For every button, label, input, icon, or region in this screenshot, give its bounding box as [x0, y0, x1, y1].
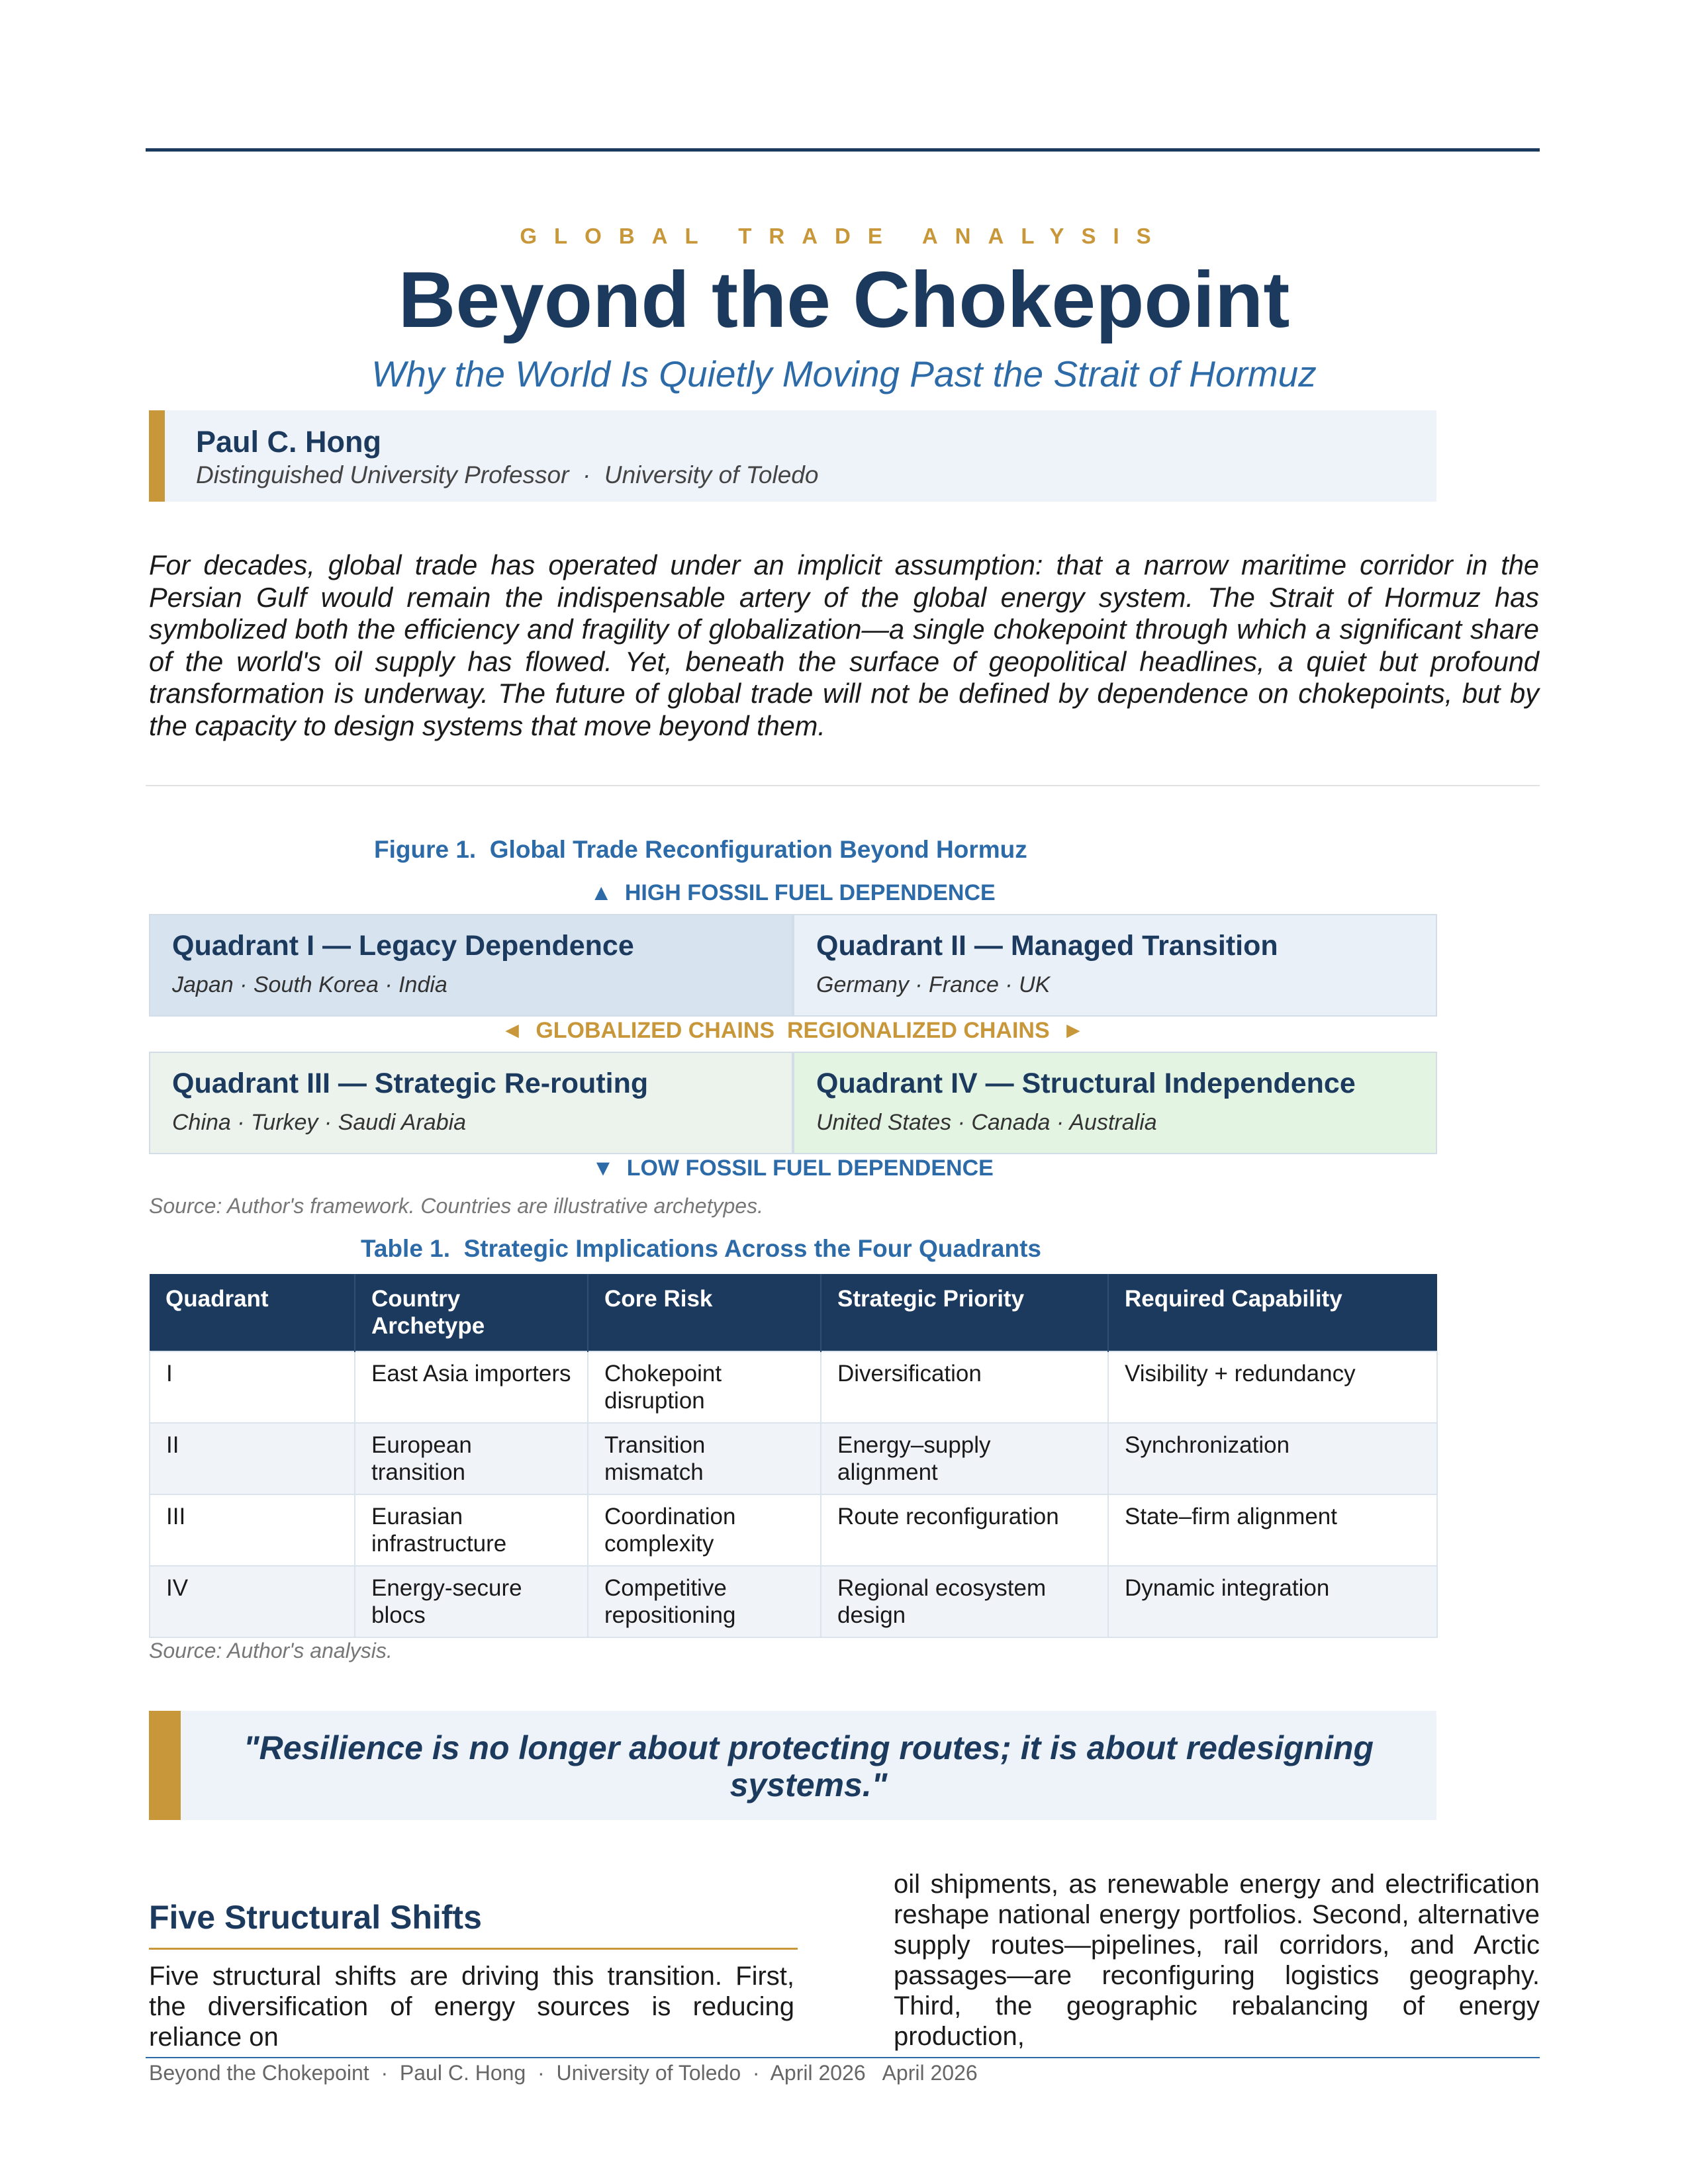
column-header: Strategic Priority [821, 1274, 1108, 1351]
page-title: Beyond the Chokepoint [398, 255, 1290, 344]
section-divider [146, 785, 1540, 786]
footer-doc-title: Beyond the Chokepoint [149, 2061, 369, 2085]
table-row [150, 1494, 1437, 1566]
quadrant-countries: Japan · South Korea · India [172, 972, 447, 997]
page-footer: Beyond the Chokepoint · Paul C. Hong · University of Toledo · April 2026 April 2026 [149, 2061, 978, 2085]
table-cell: Diversification [821, 1351, 1108, 1423]
table-cell: State–firm alignment [1108, 1494, 1437, 1566]
table-cell: Regional ecosystem design [821, 1566, 1108, 1637]
axis-high-label: ▲ HIGH FOSSIL FUEL DEPENDENCE [590, 880, 996, 905]
quadrant-countries: China · Turkey · Saudi Arabia [172, 1110, 467, 1135]
table-cell: Route reconfiguration [821, 1494, 1108, 1566]
quadrant-title: Quadrant IV — Structural Independence [816, 1068, 1356, 1099]
axis-mid-label: ◄ GLOBALIZED CHAINS REGIONALIZED CHAINS ► [500, 1018, 1085, 1043]
quote-accent-bar [149, 1711, 181, 1820]
body-column-left: Five structural shifts are driving this transition. First, the diversification of energy sources is reducing reliance on [149, 1962, 794, 2052]
author-accent-bar [149, 410, 165, 502]
table-cell: Visibility + redundancy [1108, 1351, 1437, 1423]
abstract: For decades, global trade has operated under an implicit assumption: that a narrow maritime corridor in the Persian Gulf would remain the indispensable artery of the global energy system. The Strait of Hormuz has symbolized both the efficiency and fragility of globalization—a single chokepoint through which a significant share of the world's oil supply has flowed. Yet, beneath the surface of geopolitical headlines, a quiet but profound transformation is underway. The future of global trade will not be defined by dependence on chokepoints, but by the capacity to design systems that move beyond them. [149, 549, 1539, 741]
section-heading: Five Structural Shifts [149, 1899, 482, 1936]
table-row [150, 1566, 1437, 1637]
body-column-right: oil shipments, as renewable energy and electrification reshape national energy portfolios. Second, alternative supply routes—pipelines, rail corridors, and Arctic passages—are reconfiguring logistics geography. Third, the geographic rebalancing of energy production, [894, 1870, 1540, 2051]
table-cell: III [150, 1494, 355, 1566]
table-cell: Eurasian infrastructure [355, 1494, 588, 1566]
quadrant-countries: United States · Canada · Australia [816, 1110, 1157, 1135]
quadrant-3 [149, 1052, 793, 1154]
table-cell: II [150, 1423, 355, 1494]
table-cell: Synchronization [1108, 1423, 1437, 1494]
author-affiliation: Distinguished University Professor · University of Toledo [196, 461, 819, 488]
figure-source: Source: Author's framework. Countries are illustrative archetypes. [149, 1194, 763, 1218]
column-header: Core Risk [588, 1274, 821, 1351]
table-cell: Dynamic integration [1108, 1566, 1437, 1637]
table-cell: Transition mismatch [588, 1423, 821, 1494]
table-caption: Table 1. Strategic Implications Across the Four Quadrants [361, 1235, 1042, 1262]
author-name: Paul C. Hong [196, 425, 381, 459]
quadrant-title: Quadrant III — Strategic Re-routing [172, 1068, 649, 1099]
quadrant-1 [149, 914, 793, 1017]
table-source: Source: Author's analysis. [149, 1639, 393, 1662]
table-cell: IV [150, 1566, 355, 1637]
quadrant-countries: Germany · France · UK [816, 972, 1051, 997]
table-cell: Energy–supply alignment [821, 1423, 1108, 1494]
table-header-row [150, 1274, 1437, 1351]
quadrant-title: Quadrant I — Legacy Dependence [172, 930, 634, 962]
table-cell: European transition [355, 1423, 588, 1494]
column-header: Quadrant [150, 1274, 355, 1351]
top-rule [146, 148, 1540, 152]
quadrant-2 [793, 914, 1437, 1017]
quote-text: "Resilience is no longer about protecting routes; it is about redesigning systems." [243, 1729, 1374, 1803]
table-row [150, 1423, 1437, 1494]
table-cell: I [150, 1351, 355, 1423]
column-header: Required Capability [1108, 1274, 1437, 1351]
footer-rule [146, 2057, 1540, 2058]
page-subtitle: Why the World Is Quietly Moving Past the Strait of Hormuz [371, 353, 1317, 394]
author-block [149, 410, 1436, 502]
footer-org: University of Toledo [556, 2061, 741, 2085]
footer-date-secondary: April 2026 [882, 2061, 978, 2085]
quadrant-4 [793, 1052, 1437, 1154]
pull-quote [149, 1711, 1436, 1820]
section-heading-rule [149, 1948, 798, 1950]
axis-low-label: ▼ LOW FOSSIL FUEL DEPENDENCE [592, 1156, 994, 1181]
table-row [150, 1351, 1437, 1423]
table-cell: Coordination complexity [588, 1494, 821, 1566]
quadrant-title: Quadrant II — Managed Transition [816, 930, 1278, 962]
table-cell: Competitive repositioning [588, 1566, 821, 1637]
table-cell: East Asia importers [355, 1351, 588, 1423]
implications-table [149, 1274, 1438, 1638]
kicker: GLOBAL TRADE ANALYSIS [520, 224, 1168, 248]
footer-author: Paul C. Hong [399, 2061, 526, 2085]
table-cell: Chokepoint disruption [588, 1351, 821, 1423]
figure-caption: Figure 1. Global Trade Reconfiguration Beyond Hormuz [374, 836, 1027, 863]
table-cell: Energy-secure blocs [355, 1566, 588, 1637]
column-header: Country Archetype [355, 1274, 588, 1351]
footer-date: April 2026 [770, 2061, 866, 2085]
